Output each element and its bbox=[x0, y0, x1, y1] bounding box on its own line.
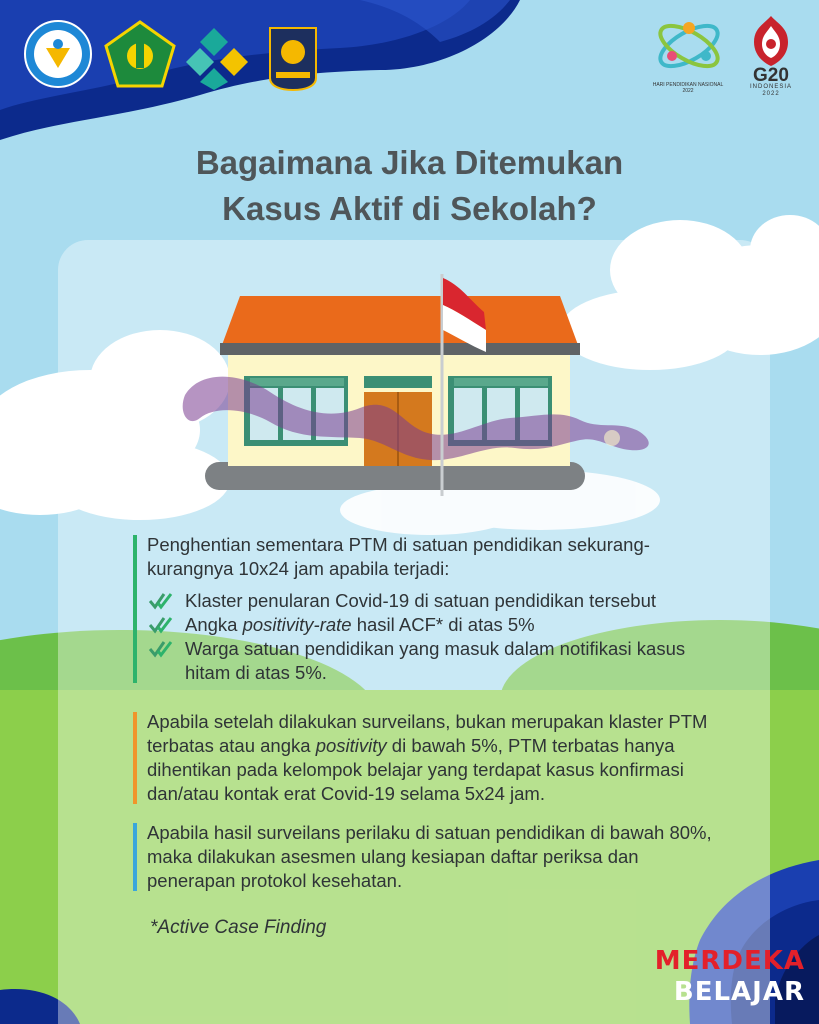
double-check-icon bbox=[149, 592, 175, 610]
double-check-icon bbox=[149, 616, 175, 634]
school-illustration bbox=[180, 270, 650, 500]
section-2-text-b: di bawah 5%, PTM terbatas hanya dihentikan pada kelompok belajar yang terdapat kasus konfirmasi dan/atau kontak erat Covid-19 selama 5x24 jam. bbox=[147, 735, 684, 804]
page-title bbox=[0, 140, 819, 232]
hardiknas-label-text: HARI PENDIDIKAN NASIONAL bbox=[652, 82, 724, 88]
brand-line-1: MERDEKA bbox=[654, 946, 805, 976]
hardiknas-year-text: 2022 bbox=[682, 88, 694, 94]
section-3-text: Apabila hasil surveilans perilaku di satuan pendidikan di bawah 80%, maka dilakukan asesmen ulang kesiapan daftar periksa dan penerapan protokol kesehatan. bbox=[147, 822, 712, 891]
section-2-text-italic: positivity bbox=[315, 735, 387, 756]
bullet-item-3 bbox=[147, 637, 732, 685]
section-2-bar bbox=[133, 712, 137, 804]
title-line-2: Kasus Aktif di Sekolah? bbox=[222, 190, 597, 227]
bullet-3-text: Warga satuan pendidikan yang masuk dalam notifikasi kasus hitam di atas 5%. bbox=[185, 638, 686, 683]
hardiknas-logo bbox=[652, 12, 726, 80]
section-1 bbox=[133, 533, 732, 685]
merdeka-belajar-logo bbox=[655, 946, 805, 1008]
partner-logos bbox=[24, 20, 324, 92]
g20-sub-text: INDONESIA bbox=[749, 84, 792, 90]
section-1-intro: Penghentian sementara PTM di satuan pendidikan sekurang-kurangnya 10x24 jam apabila terjadi: bbox=[147, 534, 650, 579]
kemenkes-logo bbox=[186, 28, 248, 90]
g20-subtitle bbox=[740, 84, 802, 98]
kemendikbud-logo bbox=[25, 21, 91, 87]
kemendagri-logo bbox=[270, 28, 316, 90]
section-3 bbox=[133, 821, 732, 893]
g20-emblem-icon bbox=[748, 14, 794, 68]
bullet-1-text: Klaster penularan Covid-19 di satuan pendidikan tersebut bbox=[185, 590, 657, 611]
bullet-2-text-b: hasil ACF* di atas 5% bbox=[351, 614, 535, 635]
footnote: *Active Case Finding bbox=[150, 917, 327, 938]
g20-year-text: 2022 bbox=[762, 91, 780, 97]
brand-line-2: BELAJAR bbox=[673, 977, 805, 1007]
bullet-item-1 bbox=[147, 589, 732, 613]
double-check-icon bbox=[149, 640, 175, 658]
section-1-bar bbox=[133, 535, 137, 683]
title-line-1: Bagaimana Jika Ditemukan bbox=[195, 144, 624, 181]
bullet-item-2 bbox=[147, 613, 732, 637]
section-3-bar bbox=[133, 823, 137, 891]
g20-title: G20 bbox=[753, 65, 789, 86]
section-2 bbox=[133, 710, 732, 806]
section-2-text-a: Apabila setelah dilakukan surveilans, bukan merupakan klaster PTM terbatas atau angka bbox=[147, 711, 708, 756]
hardiknas-label bbox=[640, 82, 736, 94]
bullet-2-text-italic: positivity-rate bbox=[242, 614, 352, 635]
kemenag-logo bbox=[106, 22, 174, 86]
section-1-bullets bbox=[147, 589, 732, 685]
bullet-2-text-a: Angka bbox=[185, 614, 243, 635]
